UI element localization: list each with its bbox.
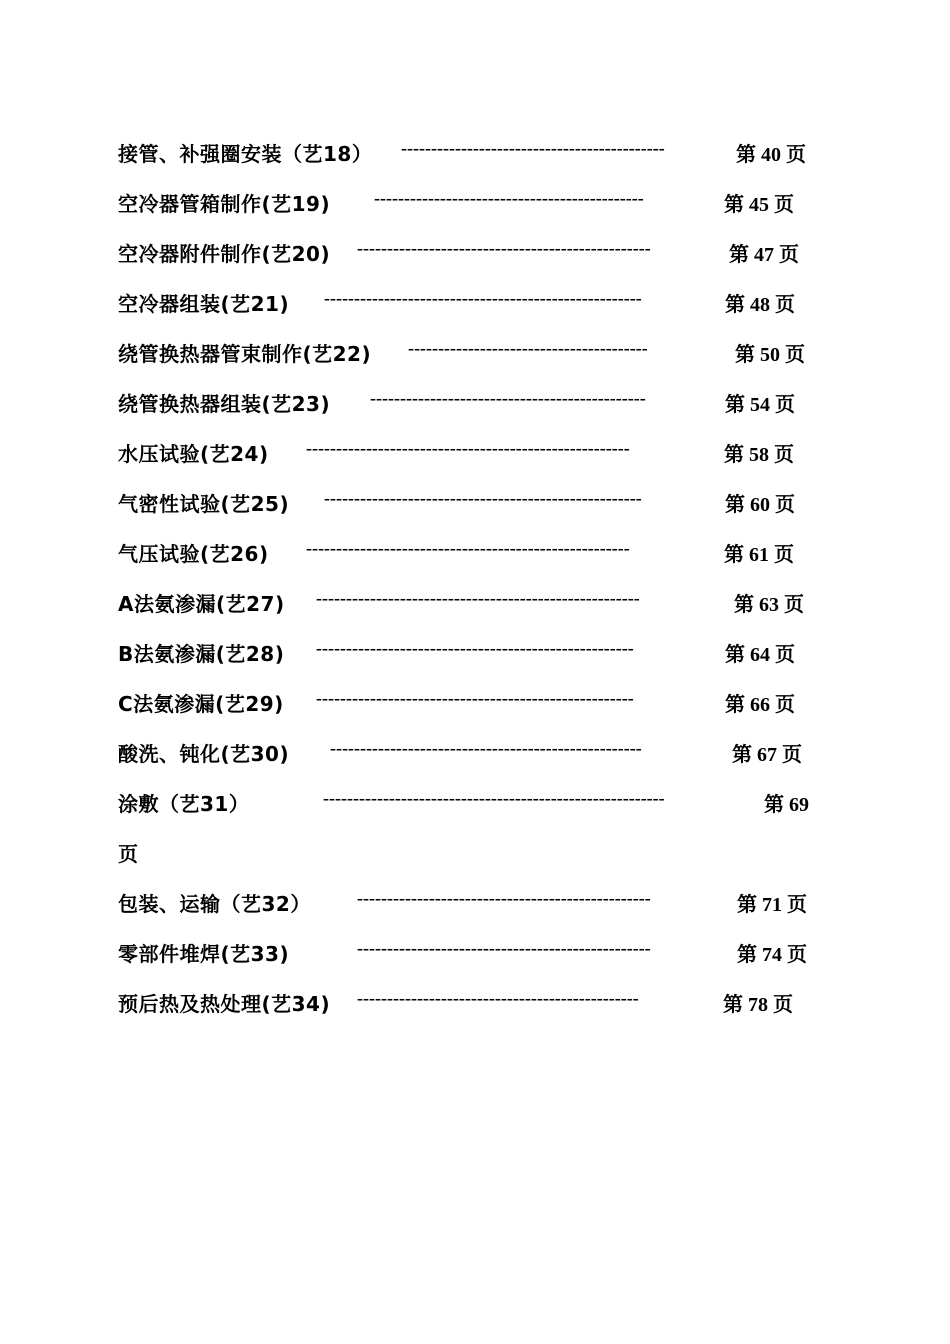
- toc-entry-leader: -----------------------------------------------------: [316, 638, 634, 658]
- toc-entry-title: 空冷器组装(艺21): [118, 292, 290, 316]
- toc-entry-leader: ------------------------------------------------------: [306, 438, 630, 458]
- toc-entry-title: 接管、补强圈安装（艺18）: [118, 142, 373, 166]
- toc-entry-title: 涂敷（艺31）: [118, 792, 250, 816]
- toc-entry-title: B法氨渗漏(艺28): [118, 642, 285, 666]
- toc-entry: [118, 480, 818, 530]
- toc-entry-title: 气压试验(艺26): [118, 542, 269, 566]
- toc-entry: [118, 630, 818, 680]
- toc-entry-title: 气密性试验(艺25): [118, 492, 290, 516]
- toc-entry: [118, 180, 818, 230]
- toc-entry-leader: -----------------------------------------------------: [324, 488, 642, 508]
- toc-entry-title: 绕管换热器管束制作(艺22): [118, 342, 372, 366]
- toc-entry: [118, 430, 818, 480]
- toc-entry-page: 第 63 页: [734, 594, 804, 616]
- toc-entry-leader: -----------------------------------------------------: [324, 288, 642, 308]
- toc-entry: [118, 980, 818, 1030]
- toc-entry-leader: ---------------------------------------------------------: [323, 788, 665, 808]
- toc-entry-page: 第 78 页: [723, 994, 793, 1016]
- toc-entry-leader: -------------------------------------------------: [357, 238, 651, 258]
- toc-entry-page: 第 64 页: [725, 644, 795, 666]
- toc-entry: [118, 530, 818, 580]
- toc-entry-title: 绕管换热器组装(艺23): [118, 392, 331, 416]
- toc-entry-page: 第 74 页: [737, 944, 807, 966]
- toc-entry-title: 空冷器管箱制作(艺19): [118, 192, 331, 216]
- toc-entry-title: C法氨渗漏(艺29): [118, 692, 284, 716]
- toc-entry-page: 第 47 页: [729, 244, 799, 266]
- toc-entry: [118, 680, 818, 730]
- toc-entry-leader: ------------------------------------------------------: [306, 538, 630, 558]
- toc-entry-title: 空冷器附件制作(艺20): [118, 242, 331, 266]
- toc-entry-leader: ------------------------------------------------------: [316, 588, 640, 608]
- toc-entry-title: 酸洗、钝化(艺30): [118, 742, 290, 766]
- toc-entry-title: 水压试验(艺24): [118, 442, 269, 466]
- toc-entry-leader: --------------------------------------------: [401, 138, 665, 158]
- toc-entry-wrap: [118, 830, 818, 880]
- toc-entry-page: 第 67 页: [732, 744, 802, 766]
- toc-entry: [118, 780, 818, 830]
- toc-entry-page: 第 45 页: [724, 194, 794, 216]
- toc-entry-page: 第 66 页: [725, 694, 795, 716]
- toc-entry: [118, 130, 818, 180]
- toc-entry: [118, 230, 818, 280]
- toc-entry: [118, 880, 818, 930]
- toc-entry-page: 第 61 页: [724, 544, 794, 566]
- toc-entry: [118, 330, 818, 380]
- toc-entry: [118, 580, 818, 630]
- toc-entry-leader: -----------------------------------------------: [357, 988, 639, 1008]
- toc-entry: [118, 280, 818, 330]
- toc-entry-leader: -------------------------------------------------: [357, 888, 651, 908]
- toc-entry-title: A法氨渗漏(艺27): [118, 592, 285, 616]
- toc-entry-page: 第 71 页: [737, 894, 807, 916]
- toc-entry-page-wrap: 页: [118, 842, 138, 866]
- toc-entry: [118, 380, 818, 430]
- toc-entry: [118, 730, 818, 780]
- toc-entry-leader: ---------------------------------------------: [374, 188, 644, 208]
- toc-entry-title: 包装、运输（艺32）: [118, 892, 311, 916]
- toc-entry-title: 零部件堆焊(艺33): [118, 942, 290, 966]
- toc-entry-leader: ----------------------------------------: [408, 338, 648, 358]
- toc-entry-page: 第 69: [764, 794, 809, 816]
- toc-entry-leader: ----------------------------------------------------: [330, 738, 642, 758]
- toc-entry-page: 第 54 页: [725, 394, 795, 416]
- toc-entry-page: 第 48 页: [725, 294, 795, 316]
- toc-entry-page: 第 40 页: [736, 144, 806, 166]
- toc-entry-page: 第 60 页: [725, 494, 795, 516]
- toc-entry-leader: ----------------------------------------------: [370, 388, 646, 408]
- toc-entry-title: 预后热及热处理(艺34): [118, 992, 331, 1016]
- toc-entry: [118, 930, 818, 980]
- toc-entry-page: 第 58 页: [724, 444, 794, 466]
- toc-entry-leader: -------------------------------------------------: [357, 938, 651, 958]
- toc-entry-page: 第 50 页: [735, 344, 805, 366]
- toc-entry-leader: -----------------------------------------------------: [316, 688, 634, 708]
- table-of-contents: [118, 130, 818, 1030]
